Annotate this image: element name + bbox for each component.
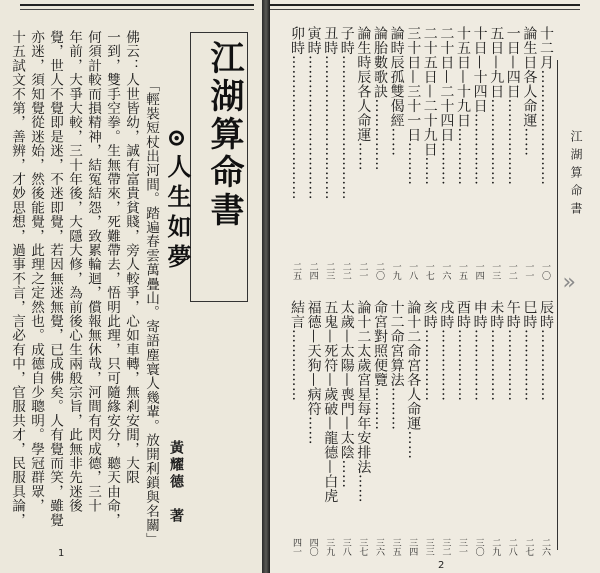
- toc-entry[interactable]: 十日—十四日……………: [471, 26, 488, 186]
- toc-page-number: 二五: [291, 262, 301, 280]
- toc-entry[interactable]: 論時辰孤雙偈經……: [388, 26, 405, 157]
- toc-entry[interactable]: 丑時…………………………: [322, 26, 339, 200]
- body-column: 十五試文不第，善辨，才妙思想，過事不言，言必有中，官服共才，民服具論，: [9, 30, 25, 527]
- toc-page-number: 二九: [490, 538, 501, 556]
- chapter-title: ⊙人生如夢: [163, 128, 192, 275]
- toc-page-number: 一〇: [540, 262, 550, 280]
- toc-page-number: 二四: [307, 262, 318, 280]
- toc-page-number: 二一: [357, 262, 368, 280]
- toc-entry[interactable]: 辰時……………: [538, 300, 554, 402]
- toc-entry[interactable]: 論生日各人命運……: [521, 26, 538, 157]
- top-rule-thin: [270, 9, 580, 10]
- page-number: 1: [58, 548, 65, 559]
- toc-page-number: 一二: [506, 262, 517, 280]
- toc-entry[interactable]: 亥時……………: [421, 300, 438, 402]
- toc-page-number: 二八: [506, 538, 517, 556]
- toc-page-number: 三一: [457, 538, 467, 556]
- toc-page-number: 三四: [407, 538, 418, 556]
- toc-page-number: 三〇: [473, 538, 484, 556]
- toc-page-number: 一九: [390, 262, 401, 280]
- toc-entry[interactable]: 論十二命宮各人命運……: [405, 300, 422, 460]
- top-rule: [270, 4, 580, 6]
- margin-rule: [557, 60, 558, 550]
- toc-entry[interactable]: 論十二太歲宮星每年安排法……: [355, 300, 372, 503]
- toc-page-number: 二七: [523, 538, 534, 556]
- running-head: 江湖算命書: [569, 130, 583, 220]
- toc-entry[interactable]: 結言……………: [289, 300, 305, 402]
- toc-entry[interactable]: 二十五日—二十九日……: [421, 26, 438, 186]
- body-column: 亦迷，須知覺從迷始，然後能覺，此理之定然也。成德自少聰明。學冠群眾，: [28, 30, 44, 513]
- chevron-right-icon[interactable]: »: [562, 270, 576, 295]
- toc-entry[interactable]: 福德—天狗—病符……: [305, 300, 322, 445]
- toc-entry[interactable]: 一日—四日………………: [504, 26, 521, 186]
- toc-page-number: 三二: [440, 538, 451, 556]
- toc-entry[interactable]: 午時……………: [504, 300, 521, 402]
- toc-entry[interactable]: 命宮對照便覽………: [372, 300, 388, 431]
- toc-page-number: 三八: [340, 538, 351, 556]
- toc-page-number: 二六: [540, 538, 550, 556]
- body-column: 年前，大爭大較，三十年後，大隱大修，為前後心生兩般宗旨，此無非先迷後: [66, 30, 82, 513]
- right-page: [270, 0, 600, 573]
- toc-entry[interactable]: 十五日—十九日…………: [455, 26, 471, 186]
- toc-page-number: 二二: [340, 262, 351, 280]
- toc-page-number: 四〇: [307, 538, 318, 556]
- toc-entry[interactable]: 子時…………………………: [338, 26, 355, 200]
- toc-entry[interactable]: 十二命宮算法………: [388, 300, 405, 431]
- toc-entry[interactable]: 戌時……………: [438, 300, 455, 402]
- toc-entry[interactable]: 卯時…………………………: [289, 26, 305, 200]
- toc-entry[interactable]: 三十日—三十一日………: [405, 26, 422, 186]
- toc-page-number: 二〇: [374, 262, 384, 280]
- body-column: 佛云：人世皆幼，誠有富貴貧賤，旁人較爭，心如車轉，無剎安閒，大限: [123, 30, 139, 485]
- toc-entry[interactable]: 論生時辰各人命運……: [355, 26, 372, 171]
- top-rule: [20, 4, 254, 6]
- toc-page-number: 四一: [291, 538, 301, 556]
- toc-entry[interactable]: 二十日—二十四日………: [438, 26, 455, 186]
- toc-page-number: 一一: [523, 262, 534, 280]
- body-column: 覺，世人不覺即是迷，不迷即覺，若因無迷無覺，已成佛矣。人有覺而笑，雖覺: [47, 30, 63, 527]
- toc-entry[interactable]: 論胎數歌訣……………: [372, 26, 388, 171]
- body-column: 何須計較而損精神，結冤結怨，致累輪迴，償報無休哉，河間有閃成德，三十: [85, 30, 101, 513]
- toc-page-number: 二三: [324, 262, 335, 280]
- author-byline: 黃耀德 著: [168, 440, 184, 525]
- toc-page-number: 三六: [374, 538, 384, 556]
- toc-entry[interactable]: 巳時……………: [521, 300, 538, 402]
- toc-page-number: 一八: [407, 262, 418, 280]
- toc-page-number: 三五: [390, 538, 401, 556]
- toc-entry[interactable]: 申時……………: [471, 300, 488, 402]
- toc-entry[interactable]: 酉時……………: [455, 300, 471, 402]
- toc-entry[interactable]: 五日—九日………………: [488, 26, 505, 186]
- left-page: [0, 0, 262, 573]
- body-column: 「輕裝短杖出河間。踏遍春雲萬疊山。寄語塵寰人幾輩。放開利鎖與名關」: [143, 78, 159, 547]
- toc-entry[interactable]: 寅時…………………………: [305, 26, 322, 200]
- toc-page-number: 三三: [423, 538, 434, 556]
- top-rule-thin: [20, 9, 254, 10]
- toc-entry[interactable]: 五鬼—死符—歲破—龍德—白虎: [322, 300, 339, 503]
- toc-page-number: 一四: [473, 262, 484, 280]
- page-number: 2: [438, 560, 445, 571]
- toc-entry[interactable]: 未時……………: [488, 300, 505, 402]
- book-title: 江湖算命書: [204, 40, 244, 230]
- toc-page-number: 三九: [324, 538, 335, 556]
- toc-page-number: 一七: [423, 262, 434, 280]
- book-spine: [262, 0, 270, 573]
- toc-entry[interactable]: 太歲—太陽—喪門—太陰……: [338, 300, 355, 489]
- toc-page-number: 三七: [357, 538, 368, 556]
- body-column: 一到，雙手空拳。生無帶來，死難帶去，悟明此理，只可隨緣安分，聽天由命，: [104, 30, 120, 527]
- toc-page-number: 一三: [490, 262, 501, 280]
- toc-page-number: 一六: [440, 262, 451, 280]
- toc-page-number: 一五: [457, 262, 467, 280]
- toc-entry[interactable]: 十二月……………………: [538, 26, 554, 186]
